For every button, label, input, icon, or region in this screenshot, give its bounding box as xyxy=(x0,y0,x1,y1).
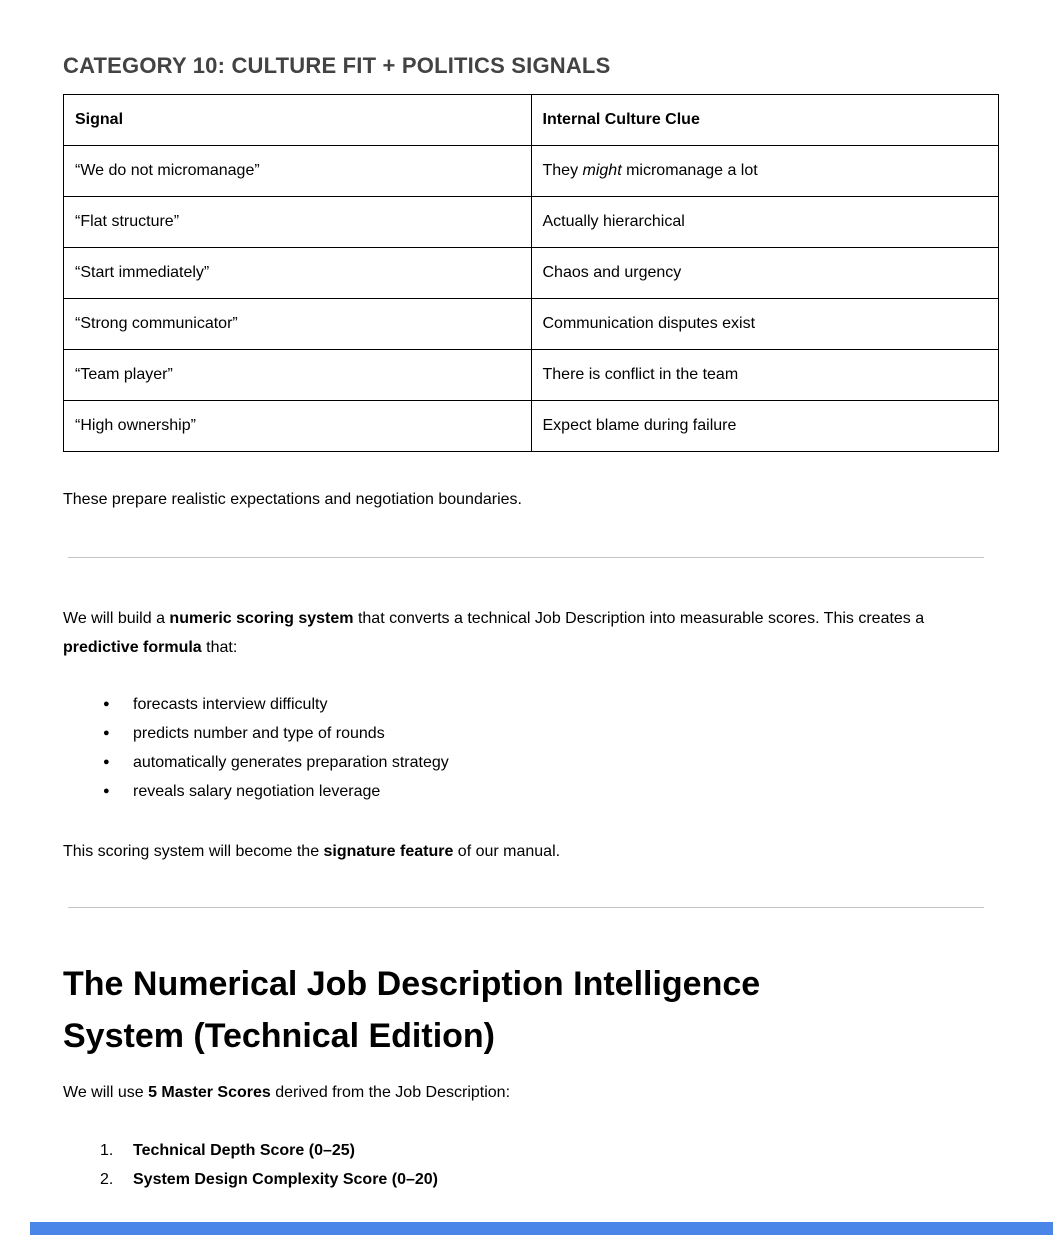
table-row xyxy=(64,401,999,452)
master-intro-text-bold: 5 Master Scores xyxy=(148,1084,271,1101)
clue-text-italic: might xyxy=(582,162,622,179)
list-item-text: automatically generates preparation strategy xyxy=(133,754,449,771)
clue-cell: Actually hierarchical xyxy=(531,197,999,248)
clue-text: micromanage a lot xyxy=(621,162,758,179)
master-intro-text: derived from the Job Description: xyxy=(270,1084,511,1101)
bullet-icon: ● xyxy=(103,727,110,739)
table-row xyxy=(64,350,999,401)
signal-cell: “High ownership” xyxy=(64,401,532,452)
list-item-text: reveals salary negotiation leverage xyxy=(133,783,381,800)
feature-bullet-list xyxy=(63,690,999,806)
closing-text: of our manual. xyxy=(453,843,561,860)
numbered-list-item xyxy=(63,1136,999,1165)
partial-blue-block xyxy=(30,1222,1053,1235)
list-number: 2. xyxy=(100,1171,114,1188)
bullet-icon: ● xyxy=(103,756,110,768)
intro-text: We will build a xyxy=(63,610,170,627)
horizontal-divider xyxy=(68,907,984,908)
table-row xyxy=(64,146,999,197)
list-item-text: forecasts interview difficulty xyxy=(133,696,328,713)
closing-paragraph xyxy=(63,837,999,866)
signal-cell: “Strong communicator” xyxy=(64,299,532,350)
table-row xyxy=(64,248,999,299)
signal-cell: “Flat structure” xyxy=(64,197,532,248)
clue-cell: There is conflict in the team xyxy=(531,350,999,401)
table-header-row xyxy=(64,95,999,146)
after-table-paragraph: These prepare realistic expectations and negotiation boundaries. xyxy=(63,491,522,508)
signal-cell: “We do not micromanage” xyxy=(64,146,532,197)
clue-cell: Expect blame during failure xyxy=(531,401,999,452)
intro-text-bold: numeric scoring system xyxy=(169,610,354,627)
section-title-line: The Numerical Job Description Intelligence xyxy=(63,965,761,1003)
master-scores-intro xyxy=(63,1078,999,1107)
clue-cell xyxy=(531,146,999,197)
intro-paragraph xyxy=(63,604,999,662)
master-intro-text: We will use xyxy=(63,1084,149,1101)
signals-table xyxy=(63,94,999,452)
list-item-text: predicts number and type of rounds xyxy=(133,725,385,742)
column-header-signal: Signal xyxy=(64,95,532,146)
intro-text: that: xyxy=(201,639,238,656)
table-row xyxy=(64,299,999,350)
bullet-icon: ● xyxy=(103,785,110,797)
signal-cell: “Start immediately” xyxy=(64,248,532,299)
intro-text-bold: predictive formula xyxy=(63,639,202,656)
list-item xyxy=(63,777,999,806)
numbered-item-text: Technical Depth Score (0–25) xyxy=(133,1142,355,1159)
list-item xyxy=(63,748,999,777)
section-title xyxy=(63,958,999,1062)
closing-text: This scoring system will become the xyxy=(63,843,324,860)
bullet-icon: ● xyxy=(103,698,110,710)
closing-text-bold: signature feature xyxy=(323,843,454,860)
list-number: 1. xyxy=(100,1142,114,1159)
clue-text: They xyxy=(542,162,583,179)
clue-cell: Chaos and urgency xyxy=(531,248,999,299)
table-row xyxy=(64,197,999,248)
signal-cell: “Team player” xyxy=(64,350,532,401)
clue-cell: Communication disputes exist xyxy=(531,299,999,350)
master-scores-list xyxy=(63,1136,999,1194)
list-item xyxy=(63,719,999,748)
numbered-list-item xyxy=(63,1165,999,1194)
column-header-clue: Internal Culture Clue xyxy=(531,95,999,146)
numbered-item-text: System Design Complexity Score (0–20) xyxy=(133,1171,439,1188)
section-title-line: System (Technical Edition) xyxy=(63,1017,496,1055)
category-heading: CATEGORY 10: CULTURE FIT + POLITICS SIGNALS xyxy=(63,53,611,78)
horizontal-divider xyxy=(68,557,984,558)
list-item xyxy=(63,690,999,719)
intro-text: that converts a technical Job Description into measurable scores. This creates a xyxy=(353,610,925,627)
